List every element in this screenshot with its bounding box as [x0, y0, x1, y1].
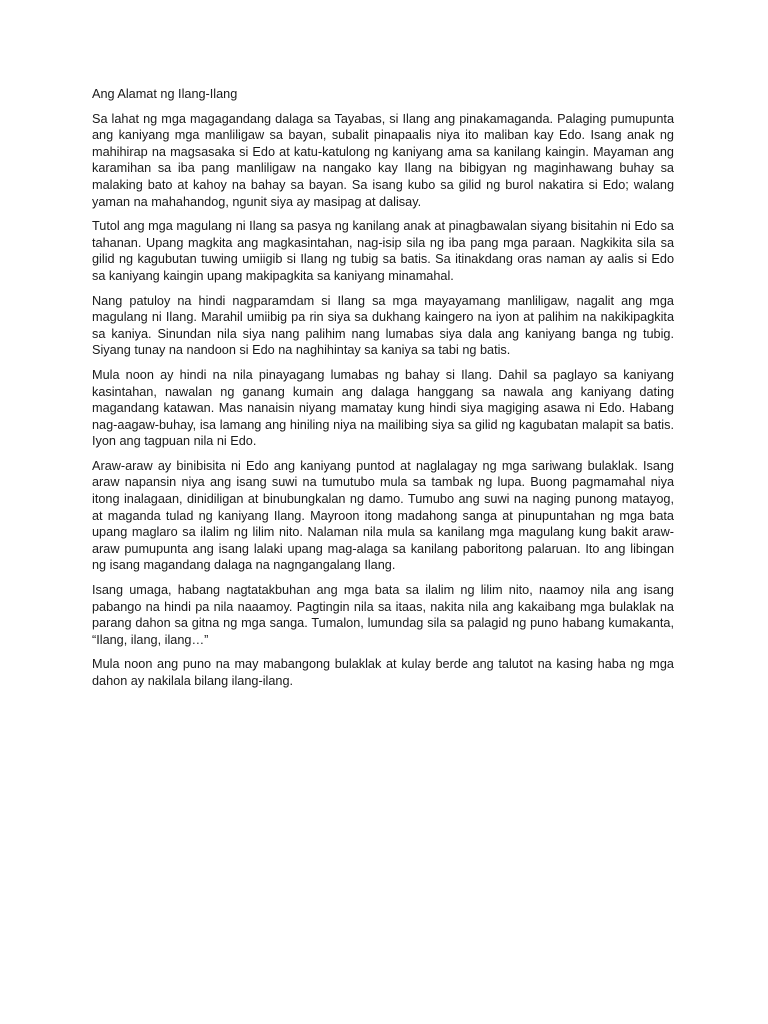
paragraph-6: Isang umaga, habang nagtatakbuhan ang mga bata sa ilalim ng lilim nito, naamoy nila ang isang pabango na hindi pa nila naaamoy. Pagtingin nila sa itaas, nakita nila ang kakaibang mga bulaklak na parang dahon sa gitna ng mga sanga. Tumalon, lumundag sila sa palagid ng puno habang kumakanta, “Ilang, ilang, ilang…”: [92, 583, 674, 647]
paragraph-3: Nang patuloy na hindi nagparamdam si Ilang sa mga mayayamang manliligaw, nagalit ang mga magulang ni Ilang. Marahil umiibig pa rin siya sa dukhang kaingero na iyon at palihim na nakikipagkita sa kaniya. Sinundan nila siya nang palihim nang lumabas siya dala ang kaniyang banga ng tubig. Siyang tunay na nandoon si Edo na naghihintay sa kaniya sa tabi ng batis.: [92, 293, 674, 358]
document-page: [92, 86, 674, 698]
paragraph-7: Mula noon ang puno na may mabangong bulaklak at kulay berde ang talutot na kasing haba ng mga dahon ay nakilala bilang ilang-ilang.: [92, 657, 674, 688]
paragraph-5: Araw-araw ay binibisita ni Edo ang kaniyang puntod at naglalagay ng mga sariwang bulaklak. Isang araw napansin niya ang isang suwi na tumutubo mula sa tambak ng lupa. Buong pagmamahal niya itong inalagaan, dinidiligan at binubungkalan ng damo. Tumubo ang suwi na naging punong matayog, at maganda tulad ng kaniyang Ilang. Mayroon itong madahong sanga at pinupuntahan ng mga bata upang maglaro sa ilalim ng lilim nito. Nalaman nila mula sa kanilang mga magulang kung bakit araw-araw pumupunta ang isang lalaki upang mag-alaga sa kanilang paboritong palaruan. Ito ang libingan ng isang magandang dalaga na nagngangalang Ilang.: [92, 458, 674, 573]
paragraph-1: Sa lahat ng mga magagandang dalaga sa Tayabas, si Ilang ang pinakamaganda. Palaging pumupunta ang kaniyang mga manliligaw sa bayan, subalit pinapaalis niya ito maliban kay Edo. Isang anak ng mahihirap na magsasaka si Edo at katu-katulong ng kaniyang ama sa kanilang kaingin. Mayaman ang karamihan sa iba pang manliligaw na nangako kay Ilang na bibigyan ng maginhawang buhay sa malaking bato at kahoy na bahay sa bayan. Sa isang kubo sa gilid ng burol nakatira si Edo; walang yaman na mahahandog, ngunit siya ay masipag at dalisay.: [92, 111, 674, 209]
document-title: Ang Alamat ng Ilang-Ilang: [92, 87, 238, 101]
paragraph-2: Tutol ang mga magulang ni Ilang sa pasya ng kanilang anak at pinagbawalan siyang bisitahin ni Edo sa tahanan. Upang magkita ang magkasintahan, nag-isip sila ng iba pang mga paraan. Nagkikita sila sa gilid ng kagubutan tuwing umiigib si Ilang ng tubig sa batis. Sa itinakdang oras naman ay aalis si Edo sa kaniyang kaingin upang makipagkita sa kaniyang minamahal.: [92, 219, 674, 283]
paragraph-4: Mula noon ay hindi na nila pinayagang lumabas ng bahay si Ilang. Dahil sa paglayo sa kaniyang kasintahan, nawalan ng ganang kumain ang dalaga hanggang sa nawala ang kaniyang dating magandang katawan. Mas nanaisin niyang mamatay kung hindi siya magiging asawa ni Edo. Habang nag-aagaw-buhay, isa lamang ang hiniling niya na mailibing siya sa gilid ng kagubatan malapit sa batis. Iyon ang tagpuan nila ni Edo.: [92, 367, 674, 449]
